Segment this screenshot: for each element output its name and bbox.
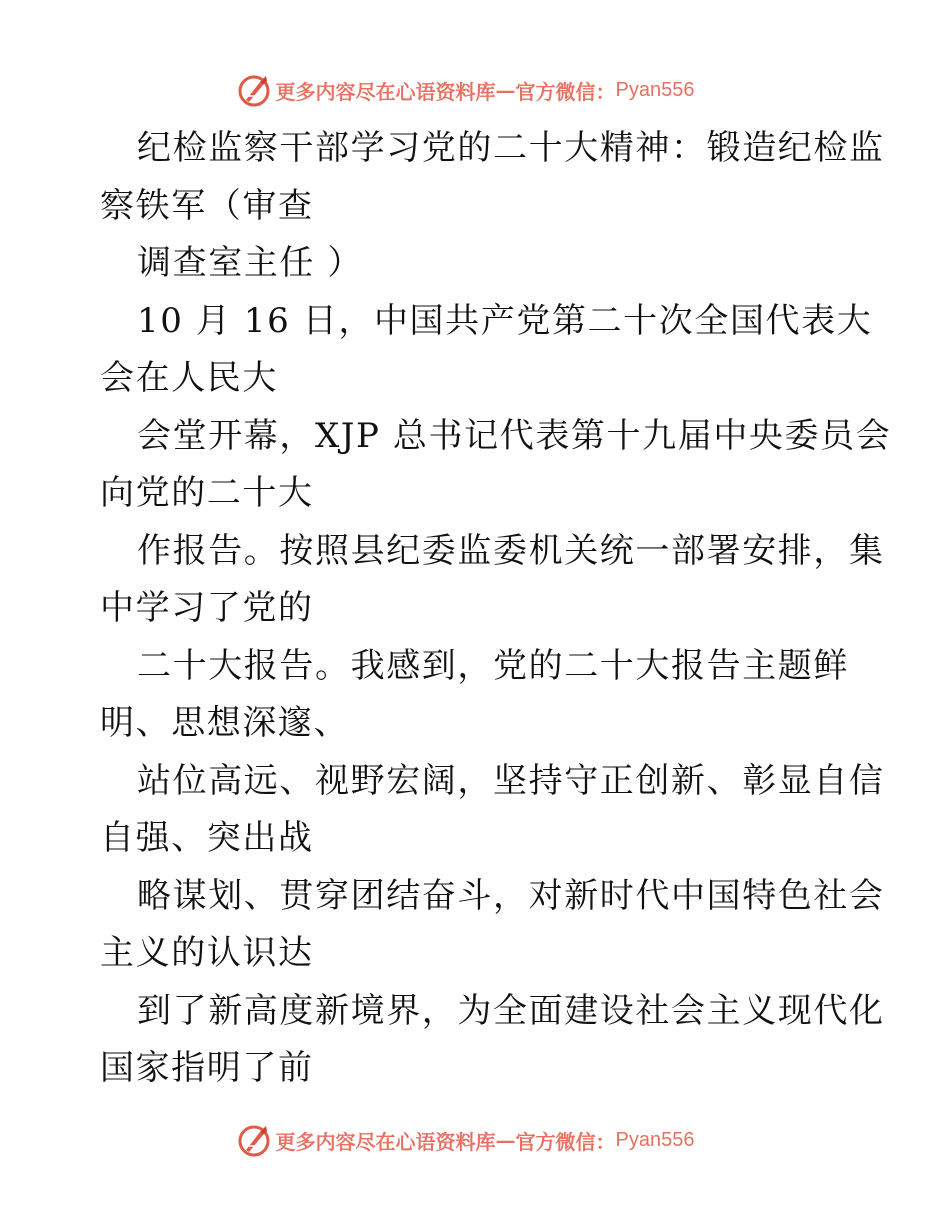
watermark-dash: — bbox=[495, 78, 516, 102]
text-line: 中学习了党的 bbox=[100, 588, 314, 628]
watermark-group bbox=[236, 72, 695, 108]
text-line: 到了新高度新境界，为全面建设社会主义现代化 bbox=[137, 990, 885, 1031]
text-line: 站位高远、视野宏阔，坚持守正创新、彰显自信 bbox=[137, 760, 885, 801]
quill-logo-icon bbox=[236, 72, 272, 108]
text-line: 察铁军（审查 bbox=[100, 185, 314, 226]
watermark-contact-label: 官方微信： bbox=[515, 1129, 616, 1154]
watermark-footer bbox=[0, 1120, 950, 1160]
text-line: 作报告。按照县纪委监委机关统一部署安排，集 bbox=[137, 530, 885, 571]
text-line: 自强、突出战 bbox=[100, 818, 314, 858]
watermark-dash: — bbox=[495, 1128, 516, 1152]
watermark-group bbox=[236, 1122, 695, 1158]
quill-logo-icon bbox=[236, 1122, 272, 1158]
watermark-header bbox=[0, 70, 950, 110]
text-line: 会在人民大 bbox=[100, 358, 278, 398]
text-line: 国家指明了前 bbox=[100, 1048, 314, 1088]
watermark-contact-label: 官方微信： bbox=[515, 79, 616, 104]
text-line: 二十大报告。我感到，党的二十大报告主题鲜 bbox=[137, 645, 849, 686]
text-line: 向党的二十大 bbox=[100, 473, 314, 513]
text-line: 调查室主任 ） bbox=[137, 243, 364, 283]
text-line: 主义的认识达 bbox=[100, 933, 314, 973]
text-line: 10 月 16 日，中国共产党第二十次全国代表大 bbox=[137, 300, 873, 341]
watermark-main-text: 更多内容尽在心语资料库 bbox=[275, 1129, 496, 1154]
text-line: 纪检监察干部学习党的二十大精神：锻造纪检监 bbox=[137, 128, 885, 168]
text-line: 略谋划、贯穿团结奋斗，对新时代中国特色社会 bbox=[137, 875, 885, 916]
document-body bbox=[100, 120, 892, 1098]
watermark-main-text: 更多内容尽在心语资料库 bbox=[275, 79, 496, 104]
text-line: 会堂开幕，XJP 总书记代表第十九届中央委员会 bbox=[137, 415, 892, 456]
watermark-contact-id: Pyan556 bbox=[615, 1128, 695, 1151]
text-line: 明、思想深邃、 bbox=[100, 703, 350, 743]
watermark-contact-id: Pyan556 bbox=[615, 78, 695, 101]
